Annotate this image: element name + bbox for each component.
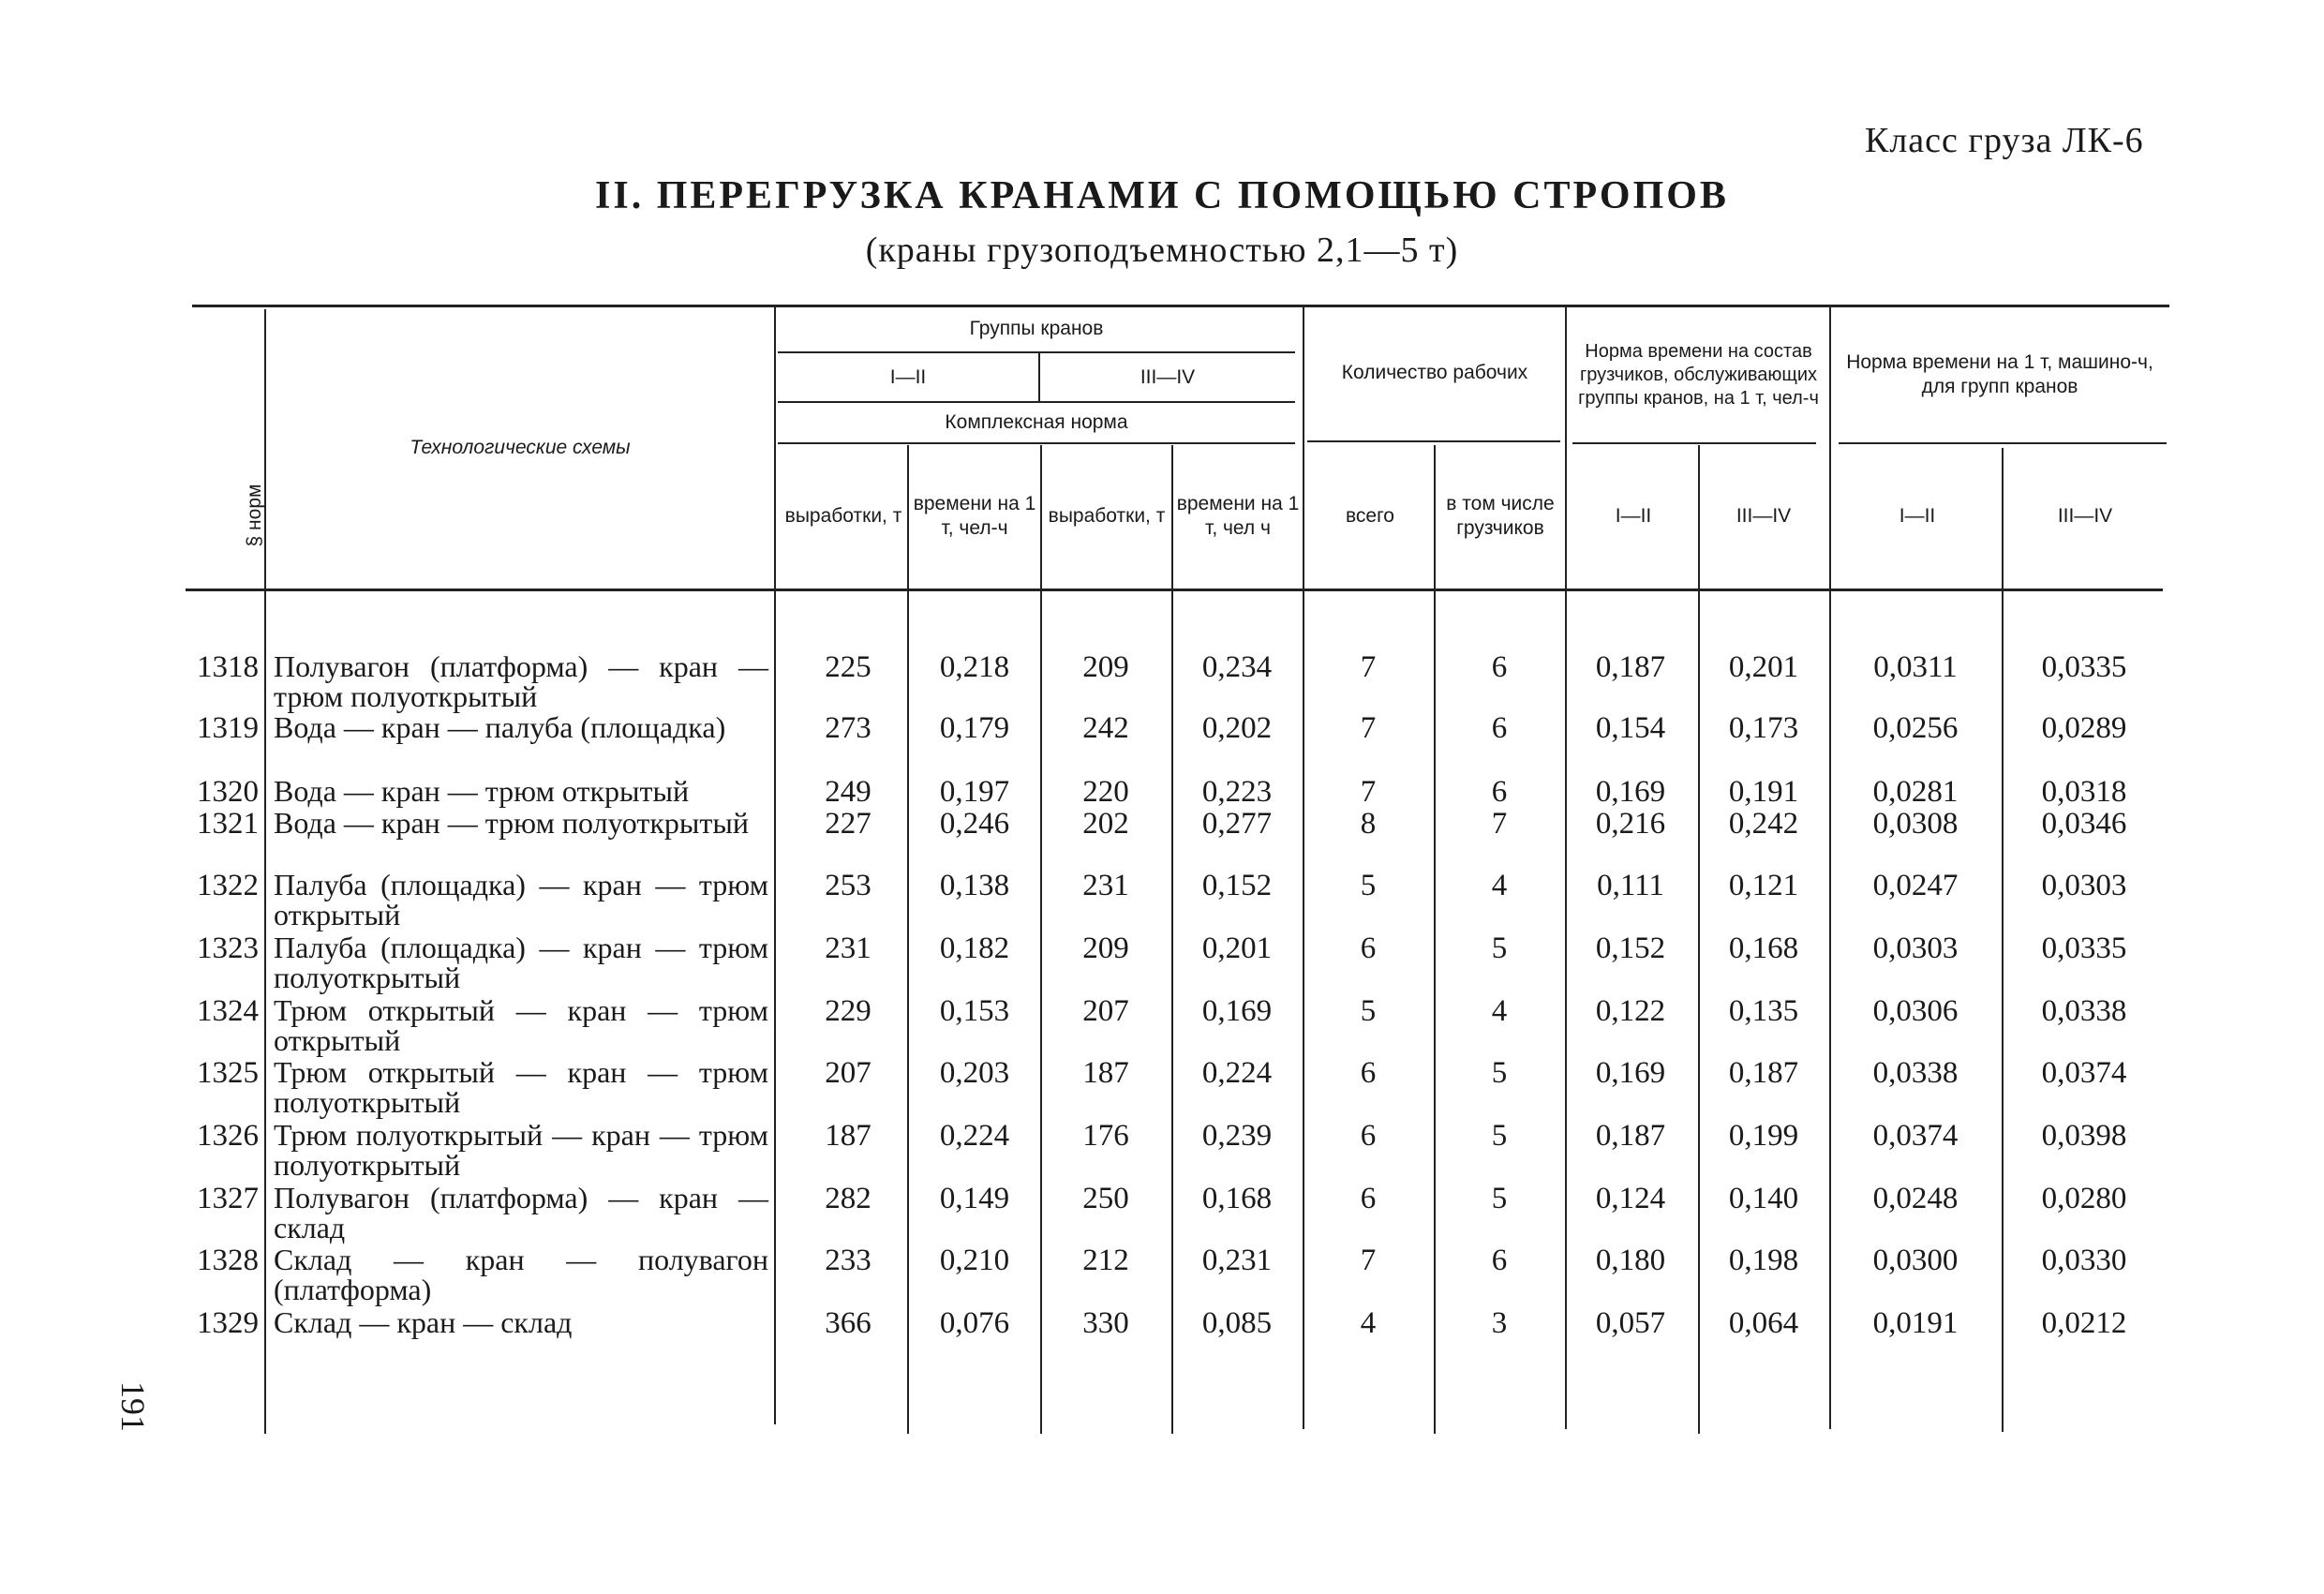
group-1-header: I—II (889, 366, 927, 388)
value-cell: 0,153 (939, 994, 1010, 1028)
value-cell: 0,122 (1595, 994, 1666, 1028)
table-row (0, 808, 2324, 870)
value-cell: 0,085 (1201, 1306, 1273, 1340)
value-cell: 0,201 (1728, 650, 1799, 684)
value-cell: 242 (1082, 711, 1129, 745)
scheme-cell: Трюм полуоткрытый — кран — трюм полуоткрытый (274, 1118, 768, 1182)
value-cell: 253 (825, 869, 872, 902)
value-cell: 0,187 (1595, 1119, 1666, 1153)
value-cell: 207 (825, 1056, 872, 1090)
value-cell: 0,152 (1201, 869, 1273, 902)
value-cell: 0,239 (1201, 1119, 1273, 1153)
value-cell: 0,064 (1728, 1306, 1799, 1340)
value-cell: 4 (1491, 994, 1508, 1028)
value-cell: 229 (825, 994, 872, 1028)
workers-loaders-header: в том числе грузчиков (1446, 493, 1555, 539)
table-row (0, 1057, 2324, 1119)
value-cell: 4 (1491, 869, 1508, 902)
norm-number-cell: 1324 (197, 994, 259, 1028)
table-row (0, 1120, 2324, 1182)
value-cell: 187 (1082, 1056, 1129, 1090)
norm-number-cell: 1326 (197, 1119, 259, 1153)
value-cell: 0,203 (939, 1056, 1010, 1090)
value-cell: 5 (1491, 1056, 1508, 1090)
value-cell: 0,197 (939, 775, 1010, 809)
value-cell: 330 (1082, 1306, 1129, 1340)
value-cell: 6 (1360, 1182, 1377, 1215)
value-cell: 0,0311 (1873, 650, 1958, 684)
schemes-header: Технологические схемы (410, 436, 631, 458)
value-cell: 0,0346 (2041, 807, 2127, 841)
value-cell: 0,0338 (1872, 1056, 1959, 1090)
norm-number-cell: 1323 (197, 931, 259, 965)
value-cell: 0,135 (1728, 994, 1799, 1028)
value-cell: 0,0374 (1872, 1119, 1959, 1153)
value-cell: 231 (825, 931, 872, 965)
scheme-cell: Склад — кран — склад (274, 1305, 573, 1339)
scheme-cell: Склад — кран — полувагон (платформа) (274, 1243, 768, 1306)
scheme-cell: Вода — кран — трюм открытый (274, 774, 690, 808)
value-cell: 231 (1082, 869, 1129, 902)
value-cell: 0,199 (1728, 1119, 1799, 1153)
machine-time-1-header: I—II (1899, 505, 1936, 527)
value-cell: 0,111 (1597, 869, 1664, 902)
value-cell: 0,0303 (1872, 931, 1959, 965)
value-cell: 0,0318 (2041, 775, 2127, 809)
value-cell: 6 (1491, 650, 1508, 684)
value-cell: 366 (825, 1306, 872, 1340)
value-cell: 0,234 (1201, 650, 1273, 684)
norm-number-cell: 1329 (197, 1306, 259, 1340)
value-cell: 273 (825, 711, 872, 745)
value-cell: 7 (1360, 650, 1377, 684)
complex-norm-header: Комплексная норма (945, 411, 1128, 433)
value-cell: 220 (1082, 775, 1129, 809)
crane-groups-header: Группы кранов (969, 318, 1104, 339)
table-row (0, 1183, 2324, 1244)
value-cell: 5 (1491, 1182, 1508, 1215)
norm-number-cell: 1320 (197, 775, 259, 809)
value-cell: 0,223 (1201, 775, 1273, 809)
value-cell: 0,0330 (2041, 1244, 2127, 1277)
norm-number-cell: 1322 (197, 869, 259, 902)
value-cell: 0,242 (1728, 807, 1799, 841)
value-cell: 176 (1082, 1119, 1129, 1153)
value-cell: 0,224 (1201, 1056, 1273, 1090)
value-cell: 0,180 (1595, 1244, 1666, 1277)
scheme-cell: Палуба (площадка) — кран — трюм открытый (274, 868, 768, 931)
value-cell: 0,0247 (1872, 869, 1959, 902)
value-cell: 282 (825, 1182, 872, 1215)
value-cell: 6 (1491, 775, 1508, 809)
value-cell: 6 (1491, 711, 1508, 745)
value-cell: 0,168 (1201, 1182, 1273, 1215)
value-cell: 7 (1360, 1244, 1377, 1277)
value-cell: 0,231 (1201, 1244, 1273, 1277)
table-row (0, 932, 2324, 994)
value-cell: 0,138 (939, 869, 1010, 902)
norm-number-cell: 1328 (197, 1244, 259, 1277)
norm-number-cell: 1325 (197, 1056, 259, 1090)
output-2-header: выработки, т (1048, 505, 1166, 527)
value-cell: 0,0308 (1872, 807, 1959, 841)
page-title: II. ПЕРЕГРУЗКА КРАНАМИ С ПОМОЩЬЮ СТРОПОВ (595, 174, 1729, 217)
value-cell: 0,224 (939, 1119, 1010, 1153)
value-cell: 0,0335 (2041, 650, 2127, 684)
value-cell: 0,149 (939, 1182, 1010, 1215)
value-cell: 0,169 (1595, 1056, 1666, 1090)
value-cell: 0,187 (1728, 1056, 1799, 1090)
value-cell: 0,0398 (2041, 1119, 2127, 1153)
output-1-header: выработки, т (784, 505, 902, 527)
value-cell: 0,218 (939, 650, 1010, 684)
value-cell: 0,0303 (2041, 869, 2127, 902)
value-cell: 0,0289 (2041, 711, 2127, 745)
value-cell: 227 (825, 807, 872, 841)
value-cell: 4 (1360, 1306, 1377, 1340)
machine-time-header: Норма времени на 1 т, машино-ч, для групп кранов (1846, 351, 2153, 397)
loader-time-header: Норма времени на состав грузчиков, обслуживающих группы кранов, на 1 т, чел-ч (1578, 340, 1819, 409)
value-cell: 0,187 (1595, 650, 1666, 684)
value-cell: 0,182 (939, 931, 1010, 965)
cargo-class-label: Класс груза ЛК-6 (1865, 121, 2144, 160)
value-cell: 233 (825, 1244, 872, 1277)
norm-number-cell: 1319 (197, 711, 259, 745)
workers-header: Количество рабочих (1341, 362, 1528, 383)
table-row (0, 995, 2324, 1057)
value-cell: 202 (1082, 807, 1129, 841)
scheme-cell: Полувагон (платформа) — кран — склад (274, 1181, 768, 1244)
value-cell: 0,154 (1595, 711, 1666, 745)
value-cell: 0,277 (1201, 807, 1273, 841)
loader-time-2-header: III—IV (1736, 505, 1792, 527)
value-cell: 0,0335 (2041, 931, 2127, 965)
value-cell: 225 (825, 650, 872, 684)
value-cell: 0,0248 (1872, 1182, 1959, 1215)
value-cell: 7 (1360, 711, 1377, 745)
value-cell: 212 (1082, 1244, 1129, 1277)
value-cell: 0,210 (939, 1244, 1010, 1277)
value-cell: 0,0281 (1872, 775, 1959, 809)
scheme-cell: Палуба (площадка) — кран — трюм полуоткрытый (274, 931, 768, 994)
norm-number-cell: 1318 (197, 650, 259, 684)
value-cell: 0,169 (1595, 775, 1666, 809)
value-cell: 0,0374 (2041, 1056, 2127, 1090)
value-cell: 187 (825, 1119, 872, 1153)
value-cell: 0,216 (1595, 807, 1666, 841)
group-2-header: III—IV (1140, 366, 1196, 388)
table-row (0, 870, 2324, 931)
scheme-cell: Трюм открытый — кран — трюм полуоткрытый (274, 1055, 768, 1119)
table-row (0, 712, 2324, 774)
norm-number-cell: 1321 (197, 807, 259, 841)
scheme-cell: Вода — кран — трюм полуоткрытый (274, 806, 749, 840)
value-cell: 6 (1360, 1119, 1377, 1153)
table-row (0, 1307, 2324, 1369)
value-cell: 0,121 (1728, 869, 1799, 902)
value-cell: 0,057 (1595, 1306, 1666, 1340)
value-cell: 0,0280 (2041, 1182, 2127, 1215)
value-cell: 0,201 (1201, 931, 1273, 965)
value-cell: 5 (1491, 1119, 1508, 1153)
page-subtitle: (краны грузоподъемностью 2,1—5 т) (865, 231, 1459, 270)
value-cell: 0,0300 (1872, 1244, 1959, 1277)
value-cell: 0,140 (1728, 1182, 1799, 1215)
value-cell: 6 (1491, 1244, 1508, 1277)
scheme-cell: Трюм открытый — кран — трюм открытый (274, 993, 768, 1057)
time-2-header: времени на 1 т, чел ч (1176, 493, 1300, 539)
value-cell: 0,198 (1728, 1244, 1799, 1277)
value-cell: 0,124 (1595, 1182, 1666, 1215)
value-cell: 5 (1360, 994, 1377, 1028)
value-cell: 209 (1082, 931, 1129, 965)
value-cell: 209 (1082, 650, 1129, 684)
scheme-cell: Полувагон (платформа) — кран — трюм полуоткрытый (274, 649, 768, 713)
value-cell: 0,0256 (1872, 711, 1959, 745)
value-cell: 7 (1360, 775, 1377, 809)
loader-time-1-header: I—II (1615, 505, 1652, 527)
value-cell: 0,0338 (2041, 994, 2127, 1028)
workers-total-header: всего (1346, 505, 1394, 527)
value-cell: 250 (1082, 1182, 1129, 1215)
machine-time-2-header: III—IV (2057, 505, 2113, 527)
table-row (0, 651, 2324, 713)
value-cell: 0,179 (939, 711, 1010, 745)
value-cell: 207 (1082, 994, 1129, 1028)
value-cell: 0,0191 (1872, 1306, 1959, 1340)
value-cell: 7 (1491, 807, 1508, 841)
value-cell: 249 (825, 775, 872, 809)
norm-number-header: § норм (244, 484, 265, 547)
value-cell: 3 (1491, 1306, 1508, 1340)
value-cell: 0,191 (1728, 775, 1799, 809)
value-cell: 0,076 (939, 1306, 1010, 1340)
value-cell: 6 (1360, 1056, 1377, 1090)
time-1-header: времени на 1 т, чел-ч (913, 493, 1036, 539)
value-cell: 0,173 (1728, 711, 1799, 745)
value-cell: 5 (1360, 869, 1377, 902)
value-cell: 0,0306 (1872, 994, 1959, 1028)
table-row (0, 1244, 2324, 1306)
value-cell: 8 (1360, 807, 1377, 841)
value-cell: 0,0212 (2041, 1306, 2127, 1340)
value-cell: 0,169 (1201, 994, 1273, 1028)
norm-number-cell: 1327 (197, 1182, 259, 1215)
value-cell: 6 (1360, 931, 1377, 965)
value-cell: 5 (1491, 931, 1508, 965)
value-cell: 0,168 (1728, 931, 1799, 965)
value-cell: 0,152 (1595, 931, 1666, 965)
value-cell: 0,246 (939, 807, 1010, 841)
scheme-cell: Вода — кран — палуба (площадка) (274, 710, 726, 744)
page-number: 191 (114, 1381, 152, 1432)
value-cell: 0,202 (1201, 711, 1273, 745)
